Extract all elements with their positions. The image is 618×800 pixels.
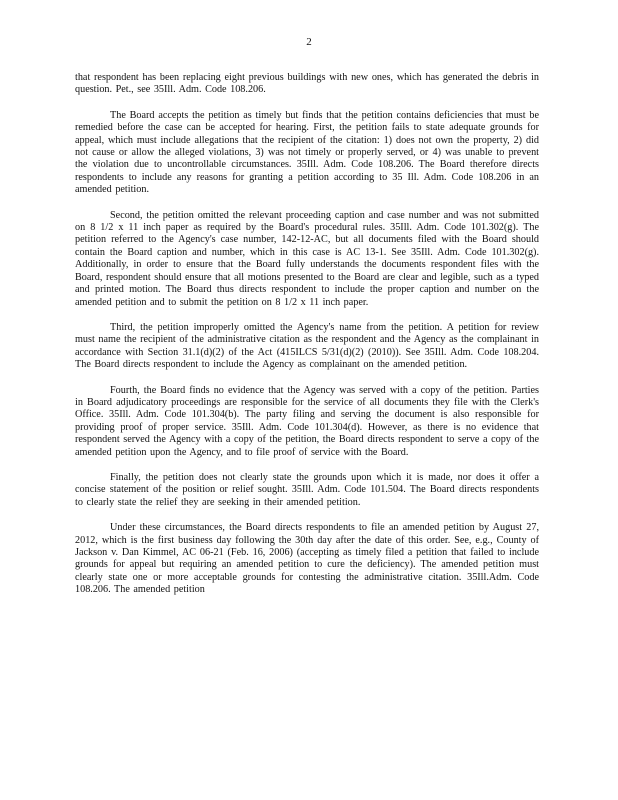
paragraph-5: Fourth, the Board finds no evidence that the Agency was served with a copy of the petition. Parties in Board adjudicatory proceedings are responsible for the service of all documents they file with the Clerk's Office. 35Ill. Adm. Code 101.304(b). The party filing and serving the document is also responsible for providing proof of proper service. 35Ill. Adm. Code 101.304(d). However, as there is no evidence that respondent served the Agency with a copy of the petition, the Board directs respondent to serve a copy of the amended petition upon the Agency, and to file proof of service with the Board. [75, 384, 539, 458]
paragraph-2: The Board accepts the petition as timely but finds that the petition contains deficiencies that must be remedied before the case can be accepted for hearing. First, the petition fails to state adequate grounds for appeal, which must include allegations that the recipient of the citation: 1) does not own the property, 2) did not cause or allow the alleged violations, 3) was not timely or properly served, or 4) was unable to prevent the violation due to uncontrollable circumstances. 35Ill. Adm. Code 108.206. The Board therefore directs respondents to include any reasons for granting a petition according to 35 Ill. Adm. Code 108.206 in an amended petition. [75, 109, 539, 196]
paragraph-3: Second, the petition omitted the relevant proceeding caption and case number and was not submitted on 8 1/2 x 11 inch paper as required by the Board's procedural rules. 35Ill. Adm. Code 101.302(g). The petition referred to the Agency's case number, 142-12-AC, but all documents filed with the Board should contain the Board caption and number, which in this case is AC 13-1. See 35Ill. Adm. Code 101.302(g). Additionally, in order to ensure that the Board fully understands the documents respondent files with the Board, respondent should ensure that all motions presented to the Board are clear and legible, such as a typed and printed motion. The Board thus directs respondent to include the proper caption and number on the amended petition and to submit the petition on 8 1/2 x 11 inch paper. [75, 209, 539, 308]
document-body [75, 72, 539, 610]
paragraph-4: Third, the petition improperly omitted the Agency's name from the petition. A petition for review must name the recipient of the administrative citation as the respondent and the Agency as the complainant in accordance with Section 31.1(d)(2) of the Act (415ILCS 5/31(d)(2) (2010)). See 35Ill. Adm. Code 108.204. The Board directs respondent to include the Agency as complainant on the amended petition. [75, 321, 539, 371]
paragraph-6: Finally, the petition does not clearly state the grounds upon which it is made, nor does it offer a concise statement of the position or relief sought. 35Ill. Adm. Code 101.504. The Board directs respondents to clearly state the relief they are seeking in their amended petition. [75, 471, 539, 508]
page-number: 2 [306, 36, 312, 48]
paragraph-1: that respondent has been replacing eight previous buildings with new ones, which has generated the debris in question. Pet., see 35Ill. Adm. Code 108.206. [75, 72, 539, 96]
paragraph-7: Under these circumstances, the Board directs respondents to file an amended petition by August 27, 2012, which is the first business day following the 30th day after the date of this order. See, e.g., County of Jackson v. Dan Kimmel, AC 06-21 (Feb. 16, 2006) (accepting as timely filed a petition that failed to include grounds for appeal but requiring an amended petition to cure the deficiency). The amended petition must clearly state one or more acceptable grounds for contesting the administrative citation. 35Ill.Adm. Code 108.206. The amended petition [75, 522, 539, 596]
